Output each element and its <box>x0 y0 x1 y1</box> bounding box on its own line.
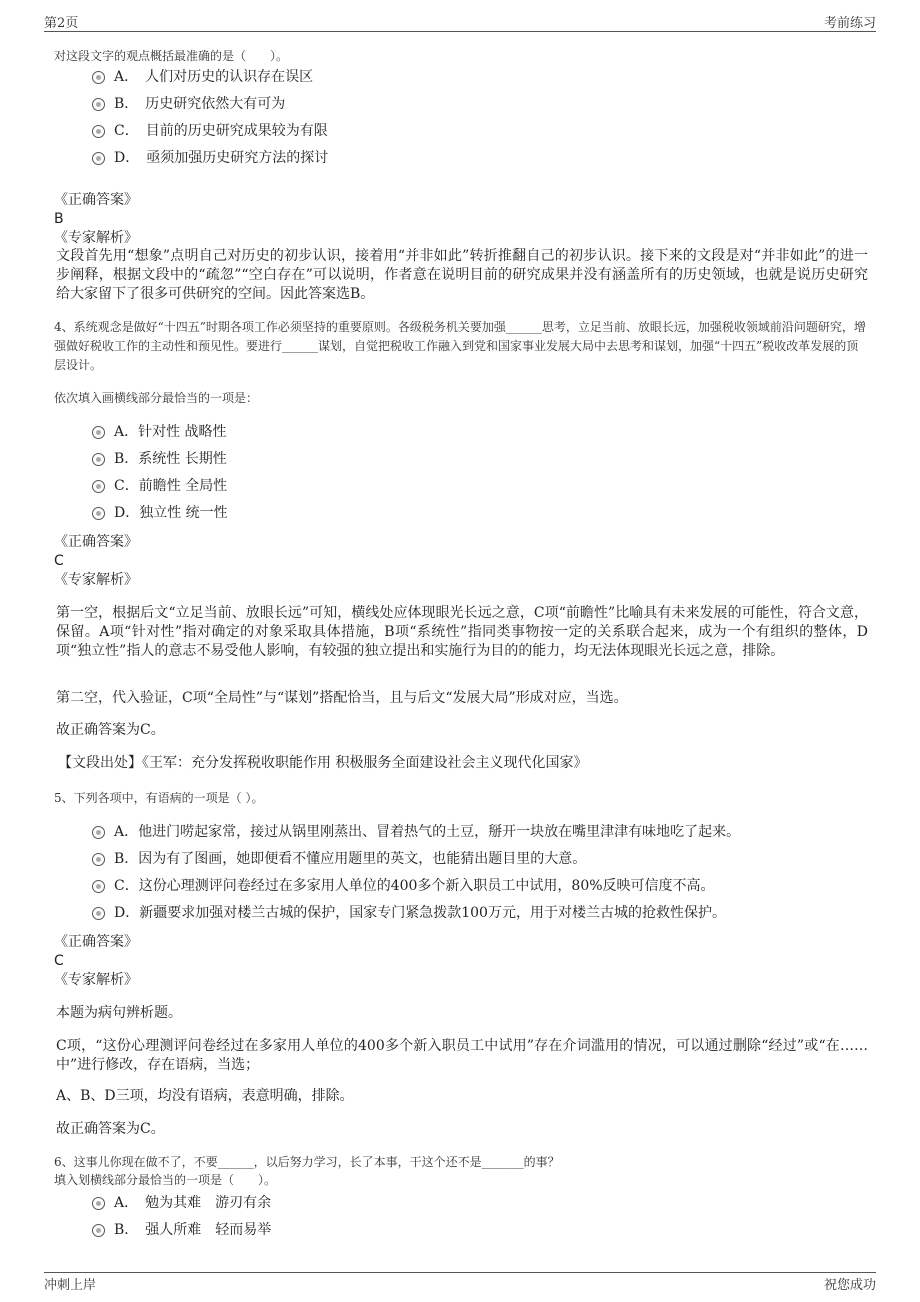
radio-icon[interactable] <box>92 71 105 84</box>
q4-answer: C <box>54 553 64 569</box>
q4-source: 【文段出处】《王军：充分发挥税收职能作用 积极服务全面建设社会主义现代化国家》 <box>58 755 588 771</box>
q3-answer-heading: 《正确答案》 <box>54 192 138 208</box>
q5-analysis-para1: 本题为病句辨析题。 <box>56 1005 182 1021</box>
footer-right-text: 祝您成功 <box>823 1278 876 1293</box>
q3-analysis-heading: 《专家解析》 <box>54 230 138 246</box>
radio-icon[interactable] <box>92 907 105 920</box>
q5-analysis-heading: 《专家解析》 <box>54 972 138 988</box>
page-header <box>44 12 876 32</box>
q4-analysis-para3: 故正确答案为C。 <box>56 722 165 738</box>
q5-option-a[interactable]: A．他进门唠起家常，接过从锅里刚蒸出、冒着热气的土豆，掰开一块放在嘴里津津有味地吃了起来。 <box>92 821 740 843</box>
q4-option-a[interactable]: A．针对性 战略性 <box>92 421 227 443</box>
radio-icon[interactable] <box>92 426 105 439</box>
q6-prompt: 填入划横线部分最恰当的一项是（ ）。 <box>54 1173 277 1187</box>
radio-icon[interactable] <box>92 125 105 138</box>
q4-analysis-para2: 第二空，代入验证，C项“全局性”与“谋划”搭配恰当，且与后文“发展大局”形成对应，当选。 <box>56 690 628 706</box>
radio-icon[interactable] <box>92 880 105 893</box>
q5-analysis-para3: A、B、D三项，均没有语病，表意明确，排除。 <box>56 1088 354 1104</box>
q4-option-c[interactable]: C．前瞻性 全局性 <box>92 475 227 497</box>
radio-icon[interactable] <box>92 152 105 165</box>
q3-stem: 对这段文字的观点概括最准确的是（ ）。 <box>54 49 289 63</box>
q4-analysis-para1: 第一空，根据后文“立足当前、放眼长远”可知，横线处应体现眼光长远之意，C项“前瞻性”比喻具有未来发展的可能性，符合文意，保留。A项“针对性”指对确定的对象采取具体措施，B项“系统性”指同类事物按一定的关系联合起来，成为一个有组织的整体，D项“独立性”指人的意志不易受他人影响，有较强的独立提出和实施行为目的的能力，均无法体现眼光长远之意，排除。 <box>56 605 868 659</box>
q3-option-b[interactable]: B． 历史研究依然大有可为 <box>92 93 285 115</box>
q6-option-a[interactable]: A． 勉为其难 游刃有余 <box>92 1192 271 1214</box>
radio-icon[interactable] <box>92 853 105 866</box>
radio-icon[interactable] <box>92 480 105 493</box>
radio-icon[interactable] <box>92 826 105 839</box>
radio-icon[interactable] <box>92 98 105 111</box>
q4-option-d[interactable]: D．独立性 统一性 <box>92 502 228 524</box>
q3-option-c[interactable]: C． 目前的历史研究成果较为有限 <box>92 120 328 142</box>
q5-answer-heading: 《正确答案》 <box>54 934 138 950</box>
radio-icon[interactable] <box>92 1197 105 1210</box>
q4-prompt: 依次填入画横线部分最恰当的一项是： <box>54 391 259 405</box>
q4-option-b[interactable]: B．系统性 长期性 <box>92 448 227 470</box>
q4-answer-heading: 《正确答案》 <box>54 534 138 550</box>
q4-stem: 4、系统观念是做好“十四五”时期各项工作必须坚持的重要原则。各级税务机关要加强______思考，立足当前、放眼长远，加强税收领域前沿问题研究，增强做好税收工作的主动性和预见性。要进行______谋划，自觉把税收工作融入到党和国家事业发展大局中去思考和谋划，加强“十四五”税收改革发展的顶层设计。 <box>54 320 866 372</box>
footer-left-text: 冲刺上岸 <box>44 1278 97 1293</box>
header-title: 考前练习 <box>823 16 876 31</box>
page-footer <box>44 1272 876 1296</box>
q5-option-c[interactable]: C．这份心理测评问卷经过在多家用人单位的400多个新入职员工中试用，80%反映可信度不高。 <box>92 875 715 897</box>
q3-analysis: 文段首先用“想象”点明自己对历史的初步认识，接着用“并非如此”转折推翻自己的初步认识。接下来的文段是对“并非如此”的进一步阐释，根据文段中的“疏忽”“空白存在”可以说明，作者意在说明目前的研究成果并没有涵盖所有的历史领域，也就是说历史研究给大家留下了很多可供研究的空间。因此答案选B。 <box>56 248 868 302</box>
q3-option-d[interactable]: D． 亟须加强历史研究方法的探讨 <box>92 147 328 169</box>
q3-answer: B <box>54 211 64 227</box>
q3-option-a[interactable]: A． 人们对历史的认识存在误区 <box>92 66 313 88</box>
radio-icon[interactable] <box>92 453 105 466</box>
q6-option-b[interactable]: B． 强人所难 轻而易举 <box>92 1219 271 1241</box>
q6-stem: 6、这事儿你现在做不了，不要______，以后努力学习，长了本事，干这个还不是_______的事？ <box>54 1155 560 1169</box>
q4-analysis-heading: 《专家解析》 <box>54 572 138 588</box>
radio-icon[interactable] <box>92 507 105 520</box>
q5-answer: C <box>54 953 64 969</box>
q5-option-b[interactable]: B．因为有了图画，她即便看不懂应用题里的英文，也能猜出题目里的大意。 <box>92 848 586 870</box>
q5-option-d[interactable]: D．新疆要求加强对楼兰古城的保护，国家专门紧急拨款100万元，用于对楼兰古城的抢救性保护。 <box>92 902 726 924</box>
page-number: 第2页 <box>44 16 79 31</box>
radio-icon[interactable] <box>92 1224 105 1237</box>
q5-analysis-para4: 故正确答案为C。 <box>56 1121 165 1137</box>
q5-analysis-para2: C项，“这份心理测评问卷经过在多家用人单位的400多个新入职员工中试用”存在介词滥用的情况，可以通过删除“经过”或“在……中”进行修改，存在语病，当选； <box>56 1038 868 1073</box>
q5-stem: 5、下列各项中，有语病的一项是（ ）。 <box>54 791 264 805</box>
